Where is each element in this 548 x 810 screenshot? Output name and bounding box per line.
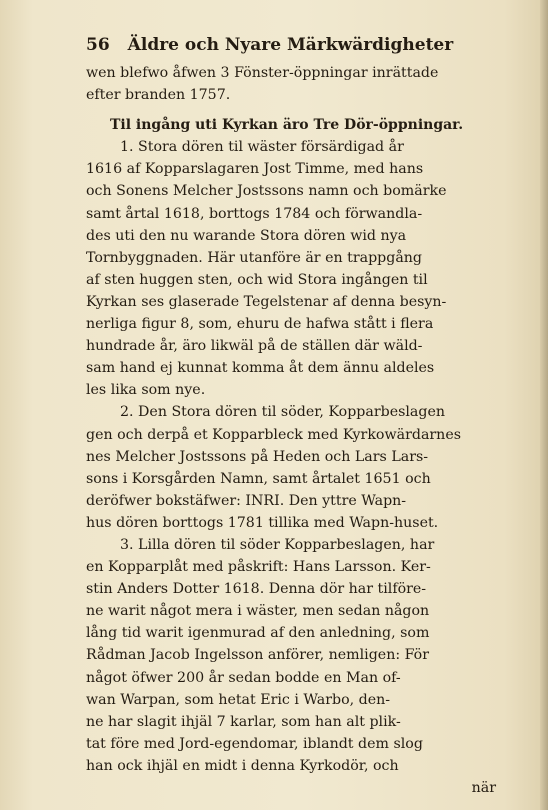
catchword: när (471, 780, 496, 796)
text-line: nerliga figur 8, som, ehuru de hafwa stått i flera (86, 316, 434, 333)
text-line: nes Melcher Jostssons på Heden och Lars Lars- (86, 448, 429, 465)
text-line: lång tid warit igenmurad af den anledning, som (86, 625, 430, 642)
text-line: sam hand ej kunnat komma åt dem ännu aldeles (86, 360, 435, 377)
section-heading: Til ingång uti Kyrkan äro Tre Dör-öppningar. (110, 117, 464, 134)
text-line: ne har slagit ihjäl 7 karlar, som han alt plik- (86, 713, 401, 730)
text-line: hus dören borttogs 1781 tillika med Wapn-huset. (86, 514, 439, 531)
text-line: 1616 af Kopparslagaren Jost Timme, med hans (86, 161, 424, 178)
text-line: hundrade år, äro likwäl på de ställen där wäld- (86, 338, 423, 355)
text-line: wen blefwo åfwen 3 Fönster-öppningar inrättade (86, 65, 439, 81)
running-title: Äldre och Nyare Märkwärdigheter (127, 35, 454, 55)
text-line: Kyrkan ses glaserade Tegelstenar af denna besyn- (86, 293, 447, 310)
text-line: af sten huggen sten, och wid Stora ingången til (86, 271, 428, 288)
text-line: Tornbyggnaden. Här utanföre är en trappgång (86, 249, 423, 266)
text-line: des uti den nu warande Stora dören wid nya (86, 227, 407, 244)
text-line: samt årtal 1618, borttogs 1784 och förwandla- (86, 205, 423, 222)
text-line: wan Warpan, som hetat Eric i Warbo, den- (86, 691, 391, 708)
page-edge-shadow (540, 0, 548, 810)
text-line: ne warit något mera i wäster, men sedan någon (86, 603, 430, 620)
text-line: och Sonens Melcher Jostssons namn och bomärke (86, 183, 447, 200)
body-text (86, 62, 506, 799)
text-line: 1. Stora dören til wäster försärdigad år (120, 139, 404, 156)
text-line: tat före med Jord-egendomar, iblandt dem slog (86, 735, 423, 752)
text-line: en Kopparplåt med påskrift: Hans Larsson. Ker- (86, 559, 431, 576)
running-header (86, 30, 506, 60)
text-line: deröfwer bokstäfwer: INRI. Den yttre Wapn- (86, 492, 407, 509)
text-line: efter branden 1757. (86, 87, 231, 104)
text-line: han ock ihjäl en midt i denna Kyrkodör, och (86, 757, 399, 774)
text-line: 2. Den Stora dören til söder, Kopparbeslagen (120, 404, 445, 421)
text-line: sons i Korsgården Namn, samt årtalet 1651 och (86, 470, 431, 487)
text-line: gen och derpå et Kopparbleck med Kyrkowärdarnes (86, 426, 461, 443)
text-line: les lika som nye. (86, 382, 206, 399)
text-line: något öfwer 200 år sedan bodde en Man of- (86, 669, 401, 686)
text-line: 3. Lilla dören til söder Kopparbeslagen, har (120, 536, 435, 553)
text-line: Rådman Jacob Ingelsson anförer, nemligen: För (86, 647, 430, 664)
text-line: stin Anders Dotter 1618. Denna dör har tilföre- (86, 581, 427, 598)
page-number: 56 (86, 35, 110, 55)
